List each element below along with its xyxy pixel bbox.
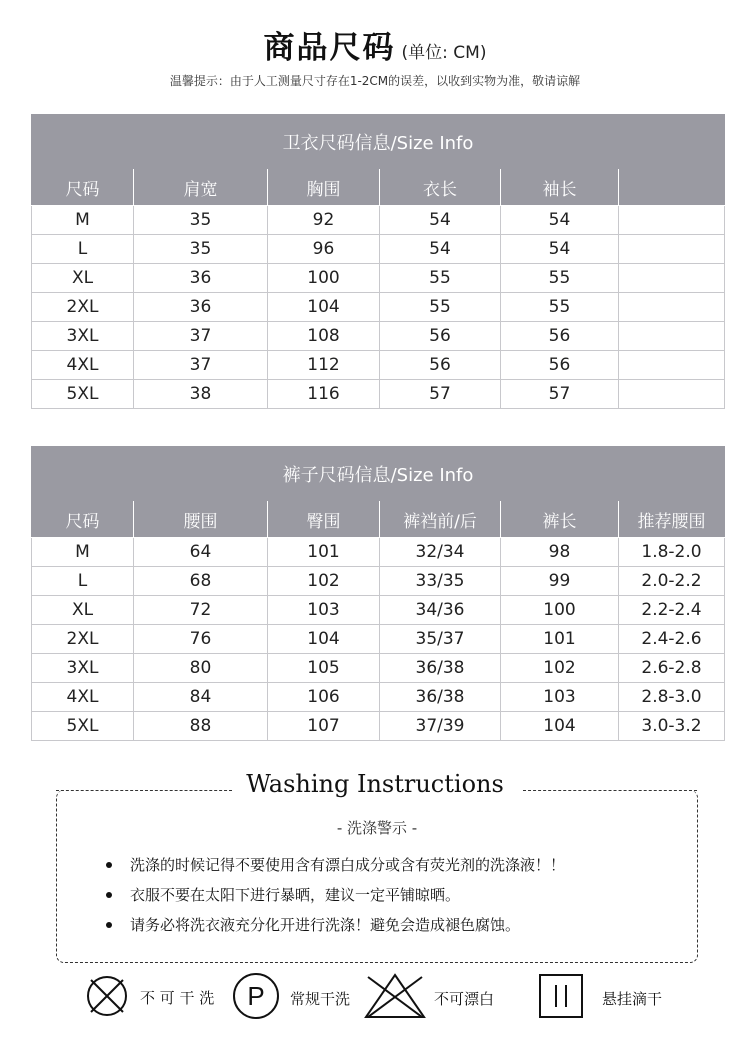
care-no-dry-clean [84,970,234,1022]
dry-clean-symbol: P [247,981,265,1011]
table-cell: 55 [380,264,501,293]
table-cell: 37 [134,322,268,351]
table-row [32,567,725,596]
table-cell: 88 [134,712,268,741]
table-cell: 56 [380,322,501,351]
table-cell [619,351,725,380]
table-cell: 56 [501,351,619,380]
table-cell: 54 [501,206,619,235]
table-cell: 33/35 [380,567,501,596]
table-cell: 34/36 [380,596,501,625]
table-cell: 55 [501,293,619,322]
table-cell: 84 [134,683,268,712]
table-cell: 2XL [32,293,134,322]
table-cell: 64 [134,538,268,567]
table-cell: 36 [134,264,268,293]
list-item-text: 请务必将洗衣液充分化开进行洗涤！避免会造成褪色腐蚀。 [130,916,521,934]
table-cell: 103 [501,683,619,712]
table-row [32,538,725,567]
list-item-text: 洗涤的时候记得不要使用含有漂白成分或含有荧光剂的洗涤液！！ [130,856,566,874]
table-cell: 54 [380,206,501,235]
table-cell: 35 [134,235,268,264]
bullet-icon [106,862,112,868]
table-cell: 38 [134,380,268,409]
table-cell: 57 [501,380,619,409]
table-row [32,625,725,654]
table-cell: 98 [501,538,619,567]
table-cell: 32/34 [380,538,501,567]
table-cell: 36/38 [380,683,501,712]
pants-table-title: 裤子尺码信息/Size Info [32,447,725,501]
table-cell: M [32,538,134,567]
hoodie-header-row [32,169,725,206]
table-cell: 4XL [32,351,134,380]
table-cell: 99 [501,567,619,596]
table-cell: 107 [268,712,380,741]
table-cell: 104 [268,625,380,654]
table-cell: 101 [268,538,380,567]
table-cell: L [32,235,134,264]
table-cell: 103 [268,596,380,625]
table-row [32,293,725,322]
table-cell: 56 [380,351,501,380]
table-row [32,712,725,741]
table-cell: 3XL [32,322,134,351]
table-cell: M [32,206,134,235]
table-cell: XL [32,264,134,293]
column-header: 肩宽 [134,169,268,206]
table-cell: 5XL [32,380,134,409]
table-cell: 54 [501,235,619,264]
page-title-block [0,22,750,67]
table-cell: 57 [380,380,501,409]
table-cell: 4XL [32,683,134,712]
unit-note: (单位: CM) [401,43,487,63]
table-cell: 36/38 [380,654,501,683]
washing-title: Washing Instructions [246,770,504,798]
table-row [32,206,725,235]
page-title: 商品尺码 [263,30,396,66]
dashed-divider [56,790,232,791]
table-row [32,380,725,409]
care-label: 悬挂滴干 [602,990,663,1008]
drip-dry-icon [538,973,584,1019]
table-row [32,683,725,712]
care-label: 不 可 干 洗 [140,989,215,1007]
pants-header-row [32,501,725,538]
list-item [106,910,565,940]
no-dry-clean-icon [84,973,130,1019]
table-cell: 54 [380,235,501,264]
table-cell [619,322,725,351]
table-cell: 2.2-2.4 [619,596,725,625]
table-cell: 3.0-3.2 [619,712,725,741]
column-header: 尺码 [32,169,134,206]
table-cell [619,235,725,264]
table-cell [619,380,725,409]
list-item [106,850,565,880]
table-row [32,264,725,293]
table-cell: 1.8-2.0 [619,538,725,567]
table-cell: 37/39 [380,712,501,741]
care-label: 不可漂白 [434,990,495,1008]
table-cell: 76 [134,625,268,654]
column-header: 臀围 [268,501,380,538]
table-cell: 35/37 [380,625,501,654]
table-cell: 37 [134,351,268,380]
list-item-text: 衣服不要在太阳下进行暴晒，建议一定平铺晾晒。 [130,886,461,904]
table-cell: XL [32,596,134,625]
table-cell: 56 [501,322,619,351]
table-cell: 35 [134,206,268,235]
no-bleach-icon [362,971,428,1021]
table-cell: 2XL [32,625,134,654]
dry-clean-p-icon [230,970,282,1022]
list-item [106,880,565,910]
table-cell: 104 [501,712,619,741]
table-row [32,654,725,683]
washing-list [106,850,565,940]
table-cell: L [32,567,134,596]
table-cell [619,206,725,235]
table-cell: 112 [268,351,380,380]
care-no-bleach [362,970,522,1022]
column-header: 裤裆前/后 [380,501,501,538]
table-cell: 68 [134,567,268,596]
table-cell: 101 [501,625,619,654]
care-label: 常规干洗 [290,990,351,1008]
column-header: 袖长 [501,169,619,206]
table-cell: 72 [134,596,268,625]
washing-subtitle: - 洗涤警示 - [336,819,418,837]
table-row [32,235,725,264]
hoodie-size-table [31,114,725,409]
column-header: 胸围 [268,169,380,206]
column-header: 推荐腰围 [619,501,725,538]
table-cell: 55 [380,293,501,322]
bullet-icon [106,892,112,898]
column-header: 尺码 [32,501,134,538]
care-dry-clean [230,970,370,1022]
table-cell: 102 [501,654,619,683]
pants-size-table [31,446,725,741]
table-cell: 100 [501,596,619,625]
table-cell: 55 [501,264,619,293]
table-cell: 2.4-2.6 [619,625,725,654]
column-header: 裤长 [501,501,619,538]
column-header [619,169,725,206]
table-cell: 2.6-2.8 [619,654,725,683]
table-cell: 102 [268,567,380,596]
column-header: 腰围 [134,501,268,538]
care-drip-dry [538,970,688,1022]
table-cell: 106 [268,683,380,712]
table-cell: 100 [268,264,380,293]
table-cell: 2.8-3.0 [619,683,725,712]
column-header: 衣长 [380,169,501,206]
table-cell [619,264,725,293]
table-cell: 116 [268,380,380,409]
dashed-divider [523,790,697,791]
table-cell: 108 [268,322,380,351]
table-cell: 3XL [32,654,134,683]
table-cell: 96 [268,235,380,264]
hoodie-table-title: 卫衣尺码信息/Size Info [32,115,725,169]
table-cell: 92 [268,206,380,235]
table-cell: 80 [134,654,268,683]
bullet-icon [106,922,112,928]
table-cell: 5XL [32,712,134,741]
table-cell: 104 [268,293,380,322]
table-row [32,322,725,351]
table-cell [619,293,725,322]
measurement-tip: 温馨提示：由于人工测量尺寸存在1-2CM的误差，以收到实物为准，敬请谅解 [169,74,581,88]
table-row [32,351,725,380]
table-cell: 36 [134,293,268,322]
table-row [32,596,725,625]
table-cell: 2.0-2.2 [619,567,725,596]
table-cell: 105 [268,654,380,683]
